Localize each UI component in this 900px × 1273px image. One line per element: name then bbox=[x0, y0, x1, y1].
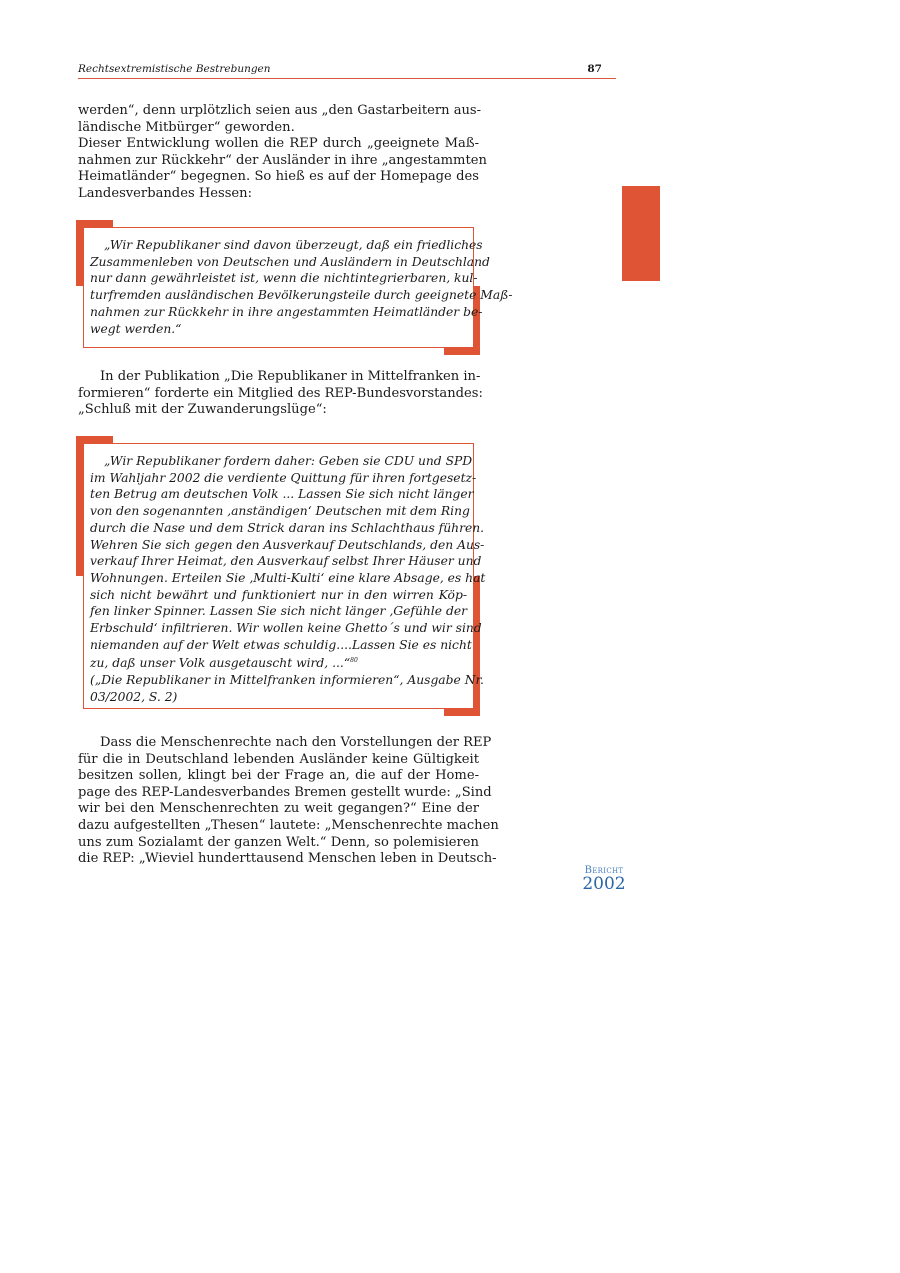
chapter-marker-tab bbox=[622, 186, 660, 281]
text-line: Dieser Entwicklung wollen die REP durch „geeignete Maß- bbox=[78, 136, 479, 152]
quote-line: von den sogenannten ‚anständigen‘ Deutschen mit dem Ring bbox=[90, 504, 470, 519]
quote-line: turfremden ausländischen Bevölkerungsteile durch geeignete Maß- bbox=[90, 288, 513, 303]
text-line: formieren“ forderte ein Mitglied des REP-Bundesvorstandes: bbox=[78, 385, 483, 401]
quote-line: im Wahljahr 2002 die verdiente Quittung für ihren fortgesetz- bbox=[90, 470, 477, 485]
footnote-marker: 80 bbox=[350, 657, 358, 665]
text-line: uns zum Sozialamt der ganzen Welt.“ Denn, so polemisieren bbox=[78, 834, 479, 850]
quote-line: Erbschuld‘ infiltrieren. Wir wollen keine Ghetto´s und wir sind bbox=[90, 621, 482, 636]
quote-line bbox=[90, 653, 467, 672]
logo-year: 2002 bbox=[582, 874, 626, 894]
text-line: „Schluß mit der Zuwanderungslüge“: bbox=[78, 402, 327, 418]
quote-line: fen linker Spinner. Lassen Sie sich nicht länger ‚Gefühle der bbox=[90, 604, 467, 619]
quote-line: ten Betrug am deutschen Volk ... Lassen Sie sich nicht länger bbox=[90, 487, 474, 502]
text-line: page des REP-Landesverbandes Bremen gestellt wurde: „Sind bbox=[78, 784, 492, 800]
bericht-2002-logo bbox=[578, 866, 630, 893]
text-line: Dass die Menschenrechte nach den Vorstellungen der REP bbox=[100, 735, 492, 750]
logo-word: Bericht bbox=[584, 865, 624, 876]
text-line: In der Publikation „Die Republikaner in Mittelfranken in- bbox=[100, 369, 481, 384]
quote-line: Zusammenleben von Deutschen und Ausländern in Deutschland bbox=[90, 254, 490, 269]
running-header bbox=[78, 62, 616, 79]
quote-line: sich nicht bewährt und funktioniert nur in den wirren Köp- bbox=[90, 587, 467, 602]
paragraph-menschenrechte bbox=[78, 735, 499, 868]
quote-box-mittelfranken bbox=[76, 436, 486, 717]
quote-line: nahmen zur Rückkehr in ihre angestammten Heimatländer be- bbox=[90, 304, 483, 319]
text-line: für die in Deutschland lebenden Ausländer keine Gültigkeit bbox=[78, 751, 479, 767]
text-line: besitzen sollen, klingt bei der Frage an, die auf der Home- bbox=[78, 768, 479, 784]
quote-line: verkauf Ihrer Heimat, den Ausverkauf selbst Ihrer Häuser und bbox=[90, 554, 482, 569]
paragraph-intro bbox=[78, 103, 487, 203]
quote-box-hessen bbox=[76, 220, 513, 356]
quote-frame bbox=[83, 443, 486, 709]
text-line: Landesverbandes Hessen: bbox=[78, 185, 253, 201]
paragraph-mittelfranken bbox=[78, 369, 483, 419]
quote-line: niemanden auf der Welt etwas schuldig....Lassen Sie es nicht bbox=[90, 637, 472, 652]
text-line: werden“, denn urplötzlich seien aus „den Gastarbeitern aus- bbox=[78, 103, 482, 118]
quote-line: nur dann gewährleistet ist, wenn die nichtintegrierbaren, kul- bbox=[90, 271, 478, 286]
text-line: die REP: „Wieviel hunderttausend Menschen leben in Deutsch- bbox=[78, 851, 497, 867]
text-line: Heimatländer“ begegnen. So hieß es auf der Homepage des bbox=[78, 169, 479, 185]
quote-frame bbox=[83, 227, 513, 348]
text-line: ländische Mitbürger“ geworden. bbox=[78, 119, 295, 135]
quote-line-text: zu, daß unser Volk ausgetauscht wird, ...“ bbox=[90, 656, 351, 671]
page-number: 87 bbox=[587, 63, 602, 75]
quote-line: „Wir Republikaner sind davon überzeugt, daß ein friedliches bbox=[104, 238, 483, 252]
quote-line: Wohnungen. Erteilen Sie ‚Multi-Kulti‘ eine klare Absage, es hat bbox=[90, 570, 486, 585]
quote-line: durch die Nase und dem Strick daran ins Schlachthaus führen. bbox=[90, 520, 485, 535]
quote-source-line: 03/2002, S. 2) bbox=[90, 689, 178, 704]
quote-line: „Wir Republikaner fordern daher: Geben sie CDU und SPD bbox=[104, 454, 473, 468]
quote-source-line: („Die Republikaner in Mittelfranken informieren“, Ausgabe Nr. bbox=[90, 673, 484, 688]
quote-line: Wehren Sie sich gegen den Ausverkauf Deutschlands, den Aus- bbox=[90, 537, 485, 552]
header-title: Rechtsextremistische Bestrebungen bbox=[78, 63, 271, 75]
text-line: wir bei den Menschenrechten zu weit gegangen?“ Eine der bbox=[78, 801, 479, 817]
text-line: nahmen zur Rückkehr“ der Ausländer in ihre „angestammten bbox=[78, 152, 487, 168]
text-line: dazu aufgestellten „Thesen“ lautete: „Menschenrechte machen bbox=[78, 817, 499, 833]
quote-line: wegt werden.“ bbox=[90, 321, 182, 336]
